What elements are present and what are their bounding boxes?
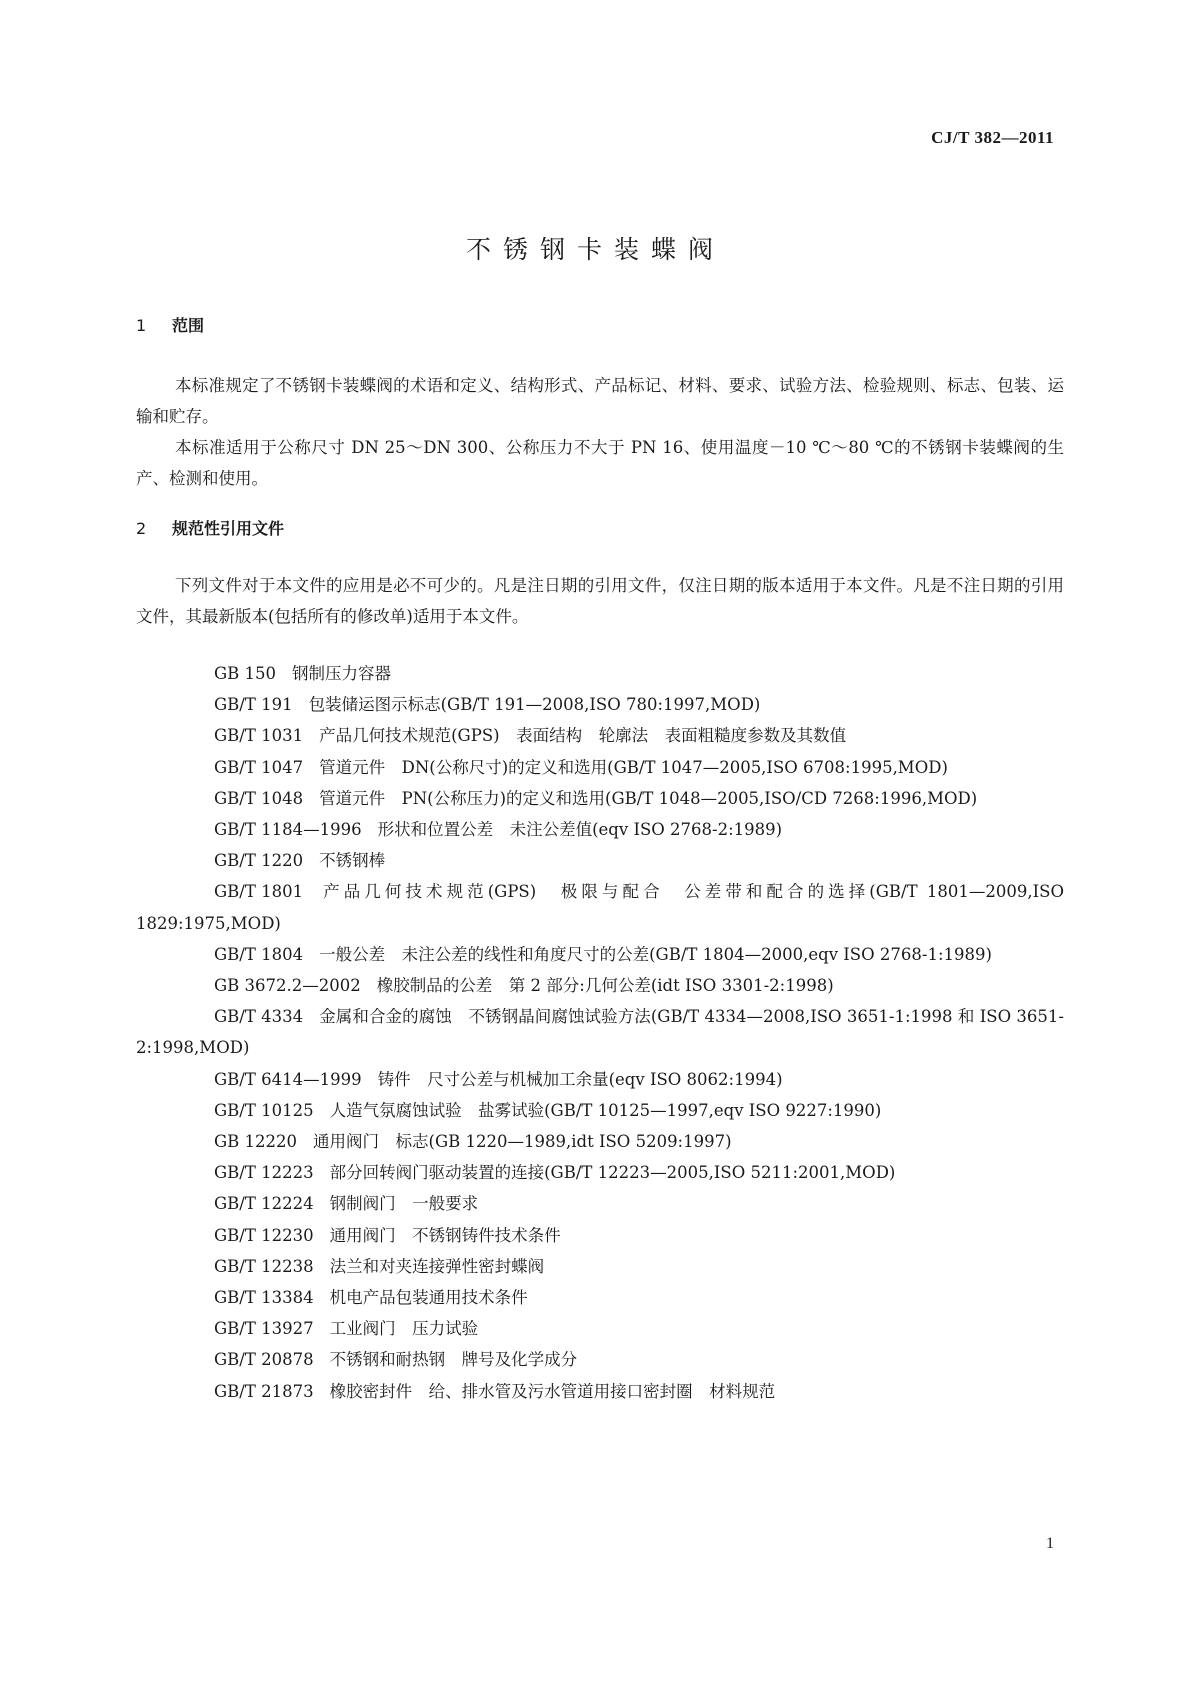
reference-title: 形状和位置公差 未注公差值(eqv ISO 2768-2:1989)	[377, 820, 783, 840]
reference-title: 金属和合金的腐蚀 不锈钢晶间腐蚀试验方法(GB/T 4334—2008,ISO 3651-1:1998 和 ISO 3651-2:1998,MOD)	[136, 1007, 1064, 1058]
reference-item	[136, 1251, 1064, 1282]
reference-title: 法兰和对夹连接弹性密封蝶阀	[329, 1256, 545, 1276]
section-2-intro: 下列文件对于本文件的应用是必不可少的。凡是注日期的引用文件，仅注日期的版本适用于本文件。凡是不注日期的引用文件，其最新版本(包括所有的修改单)适用于本文件。	[136, 576, 1064, 626]
reference-item	[136, 1001, 1064, 1063]
reference-code: GB/T 1048	[214, 788, 304, 808]
reference-code: GB/T 20878	[214, 1350, 314, 1370]
reference-item	[136, 845, 1064, 876]
reference-title: 铸件 尺寸公差与机械加工余量(eqv ISO 8062:1994)	[377, 1069, 783, 1089]
reference-item	[136, 783, 1064, 814]
reference-code: GB/T 4334	[214, 1007, 304, 1027]
reference-item	[136, 658, 1064, 689]
reference-code: GB/T 12223	[214, 1163, 314, 1183]
reference-title: 通用阀门 标志(GB 1220—1989,idt ISO 5209:1997)	[313, 1132, 732, 1152]
section-2-number: 2	[136, 519, 147, 538]
section-1-paragraph-1: 本标准规定了不锈钢卡装蝶阀的术语和定义、结构形式、产品标记、材料、要求、试验方法、检验规则、标志、包装、运输和贮存。	[136, 376, 1064, 426]
page-number: 1	[1046, 1535, 1054, 1552]
reference-item	[136, 939, 1064, 970]
reference-item	[136, 1376, 1064, 1407]
reference-item	[136, 1188, 1064, 1219]
reference-item	[136, 1220, 1064, 1251]
reference-item	[136, 1282, 1064, 1313]
reference-code: GB/T 1220	[214, 851, 304, 871]
standard-number: CJ/T 382—2011	[931, 128, 1054, 147]
reference-code: GB/T 6414—1999	[214, 1069, 362, 1089]
reference-item	[136, 1095, 1064, 1126]
reference-title: 部分回转阀门驱动装置的连接(GB/T 12223—2005,ISO 5211:2001,MOD)	[329, 1163, 896, 1183]
reference-title: 产品几何技术规范(GPS) 表面结构 轮廓法 表面粗糙度参数及其数值	[319, 726, 847, 746]
section-1-heading	[136, 313, 204, 336]
reference-code: GB/T 1804	[214, 944, 304, 964]
reference-item	[136, 720, 1064, 751]
reference-code: GB/T 1047	[214, 757, 304, 777]
reference-title: 工业阀门 压力试验	[329, 1319, 479, 1339]
reference-title: 包装储运图示标志(GB/T 191—2008,ISO 780:1997,MOD)	[308, 695, 761, 715]
reference-item	[136, 814, 1064, 845]
reference-code: GB/T 1184—1996	[214, 820, 362, 840]
reference-title: 橡胶制品的公差 第 2 部分:几何公差(idt ISO 3301-2:1998)	[376, 976, 834, 996]
document-title: 不锈钢卡装蝶阀	[465, 235, 725, 264]
reference-title: 钢制阀门 一般要求	[329, 1194, 479, 1214]
reference-item	[136, 689, 1064, 720]
section-2-heading	[136, 516, 284, 539]
section-1-paragraph-2: 本标准适用于公称尺寸 DN 25～DN 300、公称压力不大于 PN 16、使用温度－10 ℃～80 ℃的不锈钢卡装蝶阀的生产、检测和使用。	[136, 438, 1064, 488]
reference-code: GB/T 10125	[214, 1100, 314, 1120]
reference-item	[136, 1344, 1064, 1375]
reference-item	[136, 1126, 1064, 1157]
reference-code: GB/T 191	[214, 695, 293, 715]
reference-item	[136, 1157, 1064, 1188]
reference-title: 人造气氛腐蚀试验 盐雾试验(GB/T 10125—1997,eqv ISO 9227:1990)	[329, 1100, 882, 1120]
reference-code: GB/T 12224	[214, 1194, 314, 1214]
reference-item	[136, 752, 1064, 783]
reference-title: 一般公差 未注公差的线性和角度尺寸的公差(GB/T 1804—2000,eqv ISO 2768-1:1989)	[319, 944, 992, 964]
reference-item	[136, 1064, 1064, 1095]
reference-title: 管道元件 DN(公称尺寸)的定义和选用(GB/T 1047—2005,ISO 6708:1995,MOD)	[319, 757, 948, 777]
section-1-title: 范围	[172, 316, 205, 335]
reference-title: 管道元件 PN(公称压力)的定义和选用(GB/T 1048—2005,ISO/CD 7268:1996,MOD)	[319, 788, 978, 808]
reference-code: GB 12220	[214, 1132, 298, 1152]
reference-code: GB/T 13927	[214, 1319, 314, 1339]
reference-title: 通用阀门 不锈钢铸件技术条件	[329, 1225, 561, 1245]
reference-code: GB/T 12230	[214, 1225, 314, 1245]
reference-item	[136, 1313, 1064, 1344]
reference-code: GB/T 1801	[214, 882, 304, 902]
reference-code: GB/T 21873	[214, 1381, 314, 1401]
reference-code: GB/T 1031	[214, 726, 304, 746]
reference-list	[136, 658, 1064, 1407]
reference-title: 不锈钢和耐热钢 牌号及化学成分	[329, 1350, 578, 1370]
reference-title: 不锈钢棒	[319, 851, 386, 871]
reference-item	[136, 970, 1064, 1001]
reference-code: GB/T 13384	[214, 1288, 314, 1308]
reference-code: GB/T 12238	[214, 1256, 314, 1276]
reference-title: 产品几何技术规范(GPS) 极限与配合 公差带和配合的选择(GB/T 1801—2009,ISO 1829:1975,MOD)	[136, 882, 1064, 933]
reference-code: GB 150	[214, 664, 277, 683]
reference-title: 橡胶密封件 给、排水管及污水管道用接口密封圈 材料规范	[329, 1381, 776, 1401]
section-1-number: 1	[136, 316, 147, 335]
reference-title: 机电产品包装通用技术条件	[329, 1288, 528, 1308]
reference-title: 钢制压力容器	[292, 664, 392, 683]
section-2-title: 规范性引用文件	[172, 519, 285, 538]
reference-item	[136, 876, 1064, 938]
reference-code: GB 3672.2—2002	[214, 976, 361, 996]
